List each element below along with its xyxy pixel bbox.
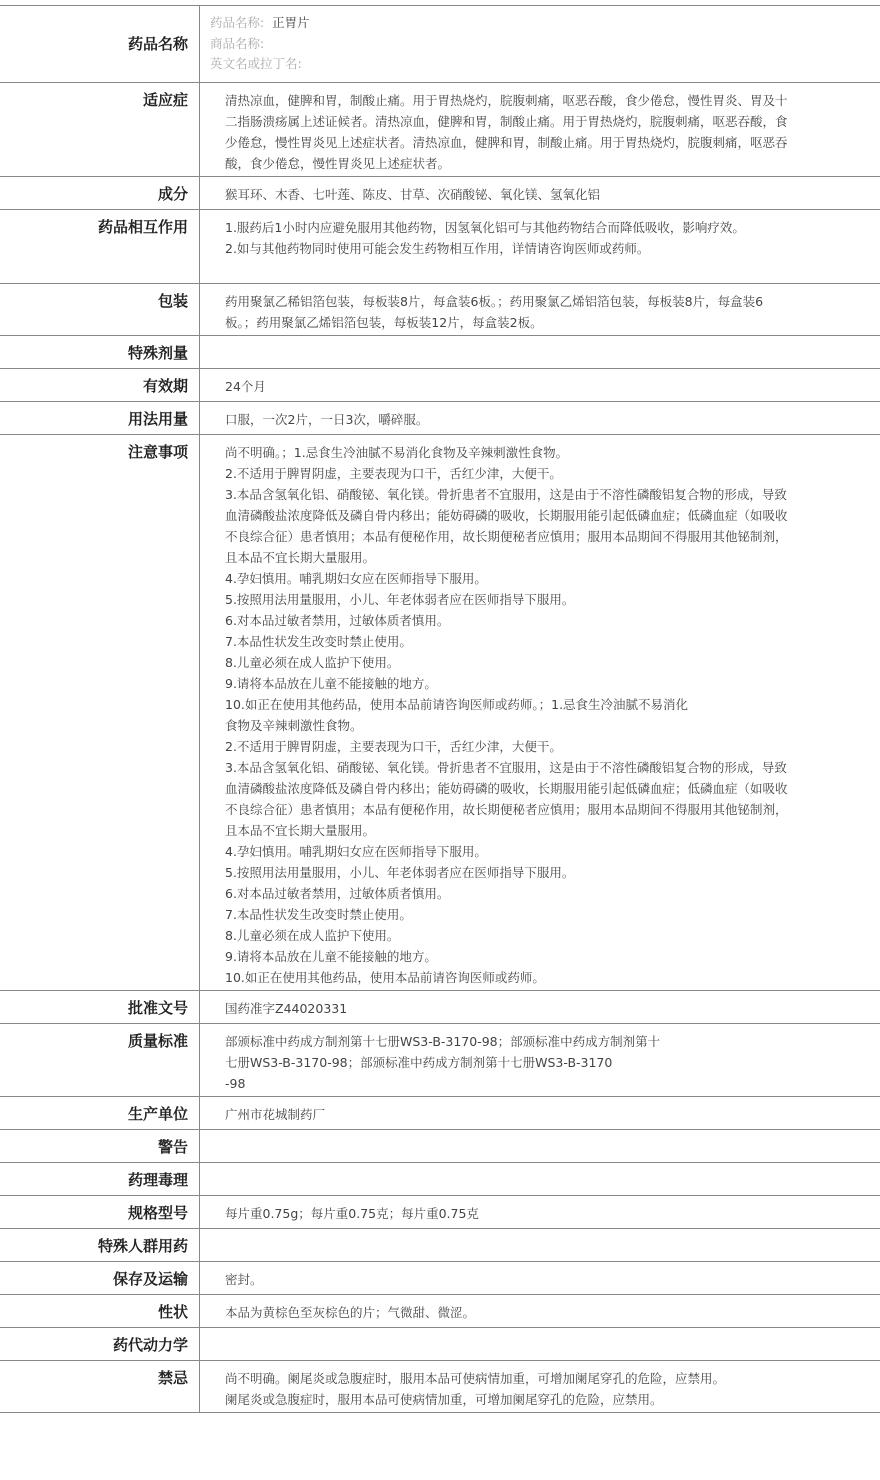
row-value: 猴耳环、木香、七叶莲、陈皮、甘草、次硝酸铋、氧化镁、氢氧化铝 <box>225 187 601 202</box>
row-pharmacokinetics <box>0 1328 880 1361</box>
row-ingredients <box>0 177 880 210</box>
row-special-dosage <box>0 336 880 369</box>
generic-name-key: 药品名称: <box>210 15 265 30</box>
row-value: 尚不明确。阑尾炎或急腹症时，服用本品可使病情加重，可增加阑尾穿孔的危险，应禁用。 阑尾炎或急腹症时，服用本品可使病情加重，可增加阑尾穿孔的危险，应禁用。 <box>225 1371 726 1407</box>
row-dosage <box>0 402 880 435</box>
row-value <box>200 1229 880 1261</box>
row-label: 适应症 <box>0 83 200 176</box>
row-label: 药品名称 <box>0 6 200 82</box>
row-pharmacology <box>0 1163 880 1196</box>
row-value: 本品为黄棕色至灰棕色的片；气微甜、微涩。 <box>225 1305 476 1320</box>
row-label: 包装 <box>0 284 200 335</box>
row-label: 注意事项 <box>0 435 200 990</box>
row-interactions <box>0 210 880 284</box>
row-label: 性状 <box>0 1295 200 1327</box>
row-label: 警告 <box>0 1130 200 1162</box>
row-value: 1.服药后1小时内应避免服用其他药物，因氢氧化铝可与其他药物结合而降低吸收，影响疗效。 2.如与其他药物同时使用可能会发生药物相互作用，详情请咨询医师或药师。 <box>225 220 745 256</box>
row-label: 保存及运输 <box>0 1262 200 1294</box>
row-warning <box>0 1130 880 1163</box>
row-approval-number <box>0 991 880 1024</box>
row-label: 药理毒理 <box>0 1163 200 1195</box>
row-precautions <box>0 435 880 991</box>
row-indications <box>0 83 880 177</box>
row-drug-name <box>0 5 880 83</box>
row-packaging <box>0 284 880 336</box>
row-label: 禁忌 <box>0 1361 200 1412</box>
row-label: 有效期 <box>0 369 200 401</box>
row-value <box>200 336 880 368</box>
drug-name-block <box>200 6 320 82</box>
row-value <box>200 1163 880 1195</box>
row-value: 广州市花城制药厂 <box>225 1107 326 1122</box>
row-value: 尚不明确。；1.忌食生冷油腻不易消化食物及辛辣刺激性食物。 2.不适用于脾胃阴虚，主要表现为口干，舌红少津，大便干。 3.本品含氢氧化铝、硝酸铋、氧化镁。骨折患者不宜服用，这是由于不溶性磷酸铝复合物的形成，导致血清磷酸盐浓度降低及磷自骨内移出；能妨碍磷的吸收，长期服用能引起低磷血症；低磷血症（如吸收不良综合征）患者慎用；本品有便秘作用，故长期便秘者应慎用；服用本品期间不得服用其他铋制剂，且本品不宜长期大量服用。 4.孕妇慎用。哺乳期妇女应在医师指导下服用。 5.按照用法用量服用，小儿、年老体弱者应在医师指导下服用。 6.对本品过敏者禁用，过敏体质者慎用。 7.本品性状发生改变时禁止使用。 8.儿童必须在成人监护下使用。 9.请将本品放在儿童不能接触的地方。 10.如正在使用其他药品，使用本品前请咨询医师或药师。；1.忌食生冷油腻不易消化 食物及辛辣刺激性食物。 2.不适用于脾胃阴虚，主要表现为口干，舌红少津，大便干。 3.本品含氢氧化铝、硝酸铋、氧化镁。骨折患者不宜服用，这是由于不溶性磷酸铝复合物的形成，导致血清磷酸盐浓度降低及磷自骨内移出；能妨碍磷的吸收，长期服用能引起低磷血症；低磷血症（如吸收不良综合征）患者慎用；本品有便秘作用，故长期便秘者应慎用；服用本品期间不得服用其他铋制剂，且本品不宜长期大量服用。 4.孕妇慎用。哺乳期妇女应在医师指导下服用。 5.按照用法用量服用，小儿、年老体弱者应在医师指导下服用。 6.对本品过敏者禁用，过敏体质者慎用。 7.本品性状发生改变时禁止使用。 8.儿童必须在成人监护下使用。 9.请将本品放在儿童不能接触的地方。 10.如正在使用其他药品，使用本品前请咨询医师或药师。 <box>225 445 788 985</box>
row-value: 24个月 <box>225 379 266 394</box>
row-value: 清热凉血，健脾和胃，制酸止痛。用于胃热烧灼，脘腹刺痛，呕恶吞酸，食少倦怠，慢性胃炎、胃及十二指肠溃疡属上述证候者。清热凉血，健脾和胃，制酸止痛。用于胃热烧灼，脘腹刺痛，呕恶吞酸，食少倦怠，慢性胃炎见上述症状者。清热凉血，健脾和胃，制酸止痛。用于胃热烧灼，脘腹刺痛，呕恶吞酸，食少倦怠，慢性胃炎见上述症状者。 <box>225 93 788 171</box>
row-value: 部颁标准中药成方制剂第十七册WS3-B-3170-98；部颁标准中药成方制剂第十 七册WS3-B-3170-98；部颁标准中药成方制剂第十七册WS3-B-3170 -98 <box>225 1034 661 1091</box>
row-special-populations <box>0 1229 880 1262</box>
trade-name-key: 商品名称: <box>210 35 265 51</box>
row-value <box>200 1328 880 1360</box>
row-label: 生产单位 <box>0 1097 200 1129</box>
row-label: 特殊人群用药 <box>0 1229 200 1261</box>
row-label: 药代动力学 <box>0 1328 200 1360</box>
row-label: 药品相互作用 <box>0 210 200 283</box>
row-storage <box>0 1262 880 1295</box>
row-value: 药用聚氯乙稀铝箔包装，每板装8片，每盒装6板。；药用聚氯乙烯铝箔包装，每板装8片，每盒装6板。；药用聚氯乙烯铝箔包装，每板装12片，每盒装2板。 <box>225 294 764 330</box>
generic-name-value: 正胃片 <box>272 15 310 30</box>
row-value: 每片重0.75g；每片重0.75克；每片重0.75克 <box>225 1206 479 1221</box>
row-value <box>200 1130 880 1162</box>
row-value: 国药准字Z44020331 <box>225 1001 348 1016</box>
row-appearance <box>0 1295 880 1328</box>
row-label: 批准文号 <box>0 991 200 1023</box>
row-label: 质量标准 <box>0 1024 200 1096</box>
row-quality-standard <box>0 1024 880 1097</box>
row-value: 口服，一次2片，一日3次，嚼碎服。 <box>225 412 429 427</box>
row-label: 规格型号 <box>0 1196 200 1228</box>
english-name-key: 英文名或拉丁名: <box>210 56 302 71</box>
row-value: 密封。 <box>225 1272 263 1287</box>
row-shelf-life <box>0 369 880 402</box>
row-label: 特殊剂量 <box>0 336 200 368</box>
row-contraindications <box>0 1361 880 1413</box>
row-label: 用法用量 <box>0 402 200 434</box>
row-specification <box>0 1196 880 1229</box>
drug-info-table <box>0 5 880 1413</box>
row-manufacturer <box>0 1097 880 1130</box>
row-label: 成分 <box>0 177 200 209</box>
